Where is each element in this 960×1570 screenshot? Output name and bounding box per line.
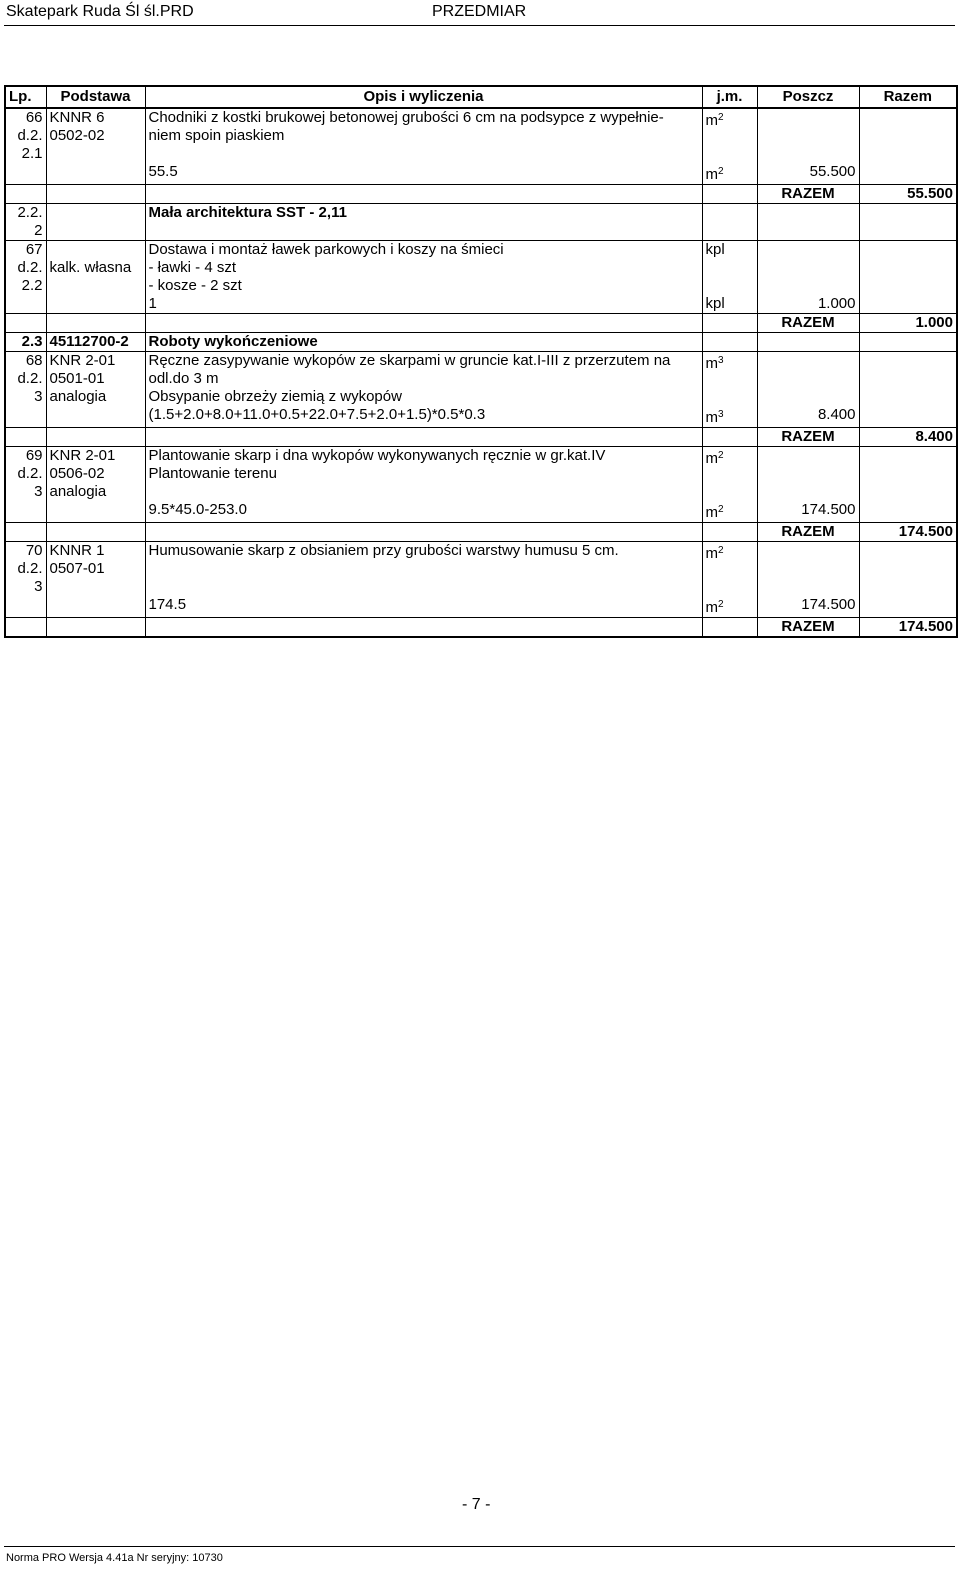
lp-cell [5, 295, 46, 314]
razem-cell [859, 501, 957, 523]
podstawa-cell [46, 523, 145, 542]
calc-row [5, 596, 957, 618]
razem-value: 1.000 [859, 314, 957, 333]
razem-label: RAZEM [757, 185, 859, 204]
opis-cell [145, 618, 702, 638]
jm-cell: $m^2$ [702, 542, 757, 597]
razem-cell [859, 542, 957, 597]
section-number: 2.3 [5, 333, 46, 352]
podstawa-cell [46, 163, 145, 185]
lp-cell: 66 d.2. 2.1 [5, 108, 46, 163]
calc-expression: 174.5 [145, 596, 702, 618]
razem-row [5, 185, 957, 204]
col-header-razem: Razem [859, 86, 957, 108]
table-row [5, 447, 957, 502]
calc-unit: kpl [702, 295, 757, 314]
header-rule [4, 25, 955, 26]
jm-cell: $m^2$ [702, 108, 757, 163]
section-row [5, 333, 957, 352]
calc-unit: $m^2$ [702, 596, 757, 618]
jm-cell [702, 333, 757, 352]
razem-row [5, 618, 957, 638]
podstawa-cell [46, 406, 145, 428]
opis-cell: Ręczne zasypywanie wykopów ze skarpami w gruncie kat.I-III z przerzutem na odl.do 3 m Obsypanie obrzeży ziemią z wykopów [145, 352, 702, 407]
podstawa-cell [46, 501, 145, 523]
podstawa-cell [46, 295, 145, 314]
calc-expression: 9.5*45.0-253.0 [145, 501, 702, 523]
poszcz-value: 8.400 [757, 406, 859, 428]
opis-cell [145, 185, 702, 204]
calc-expression: 1 [145, 295, 702, 314]
table-row [5, 108, 957, 163]
poszcz-cell [757, 447, 859, 502]
podstawa-cell: KNNR 1 0507-01 [46, 542, 145, 597]
lp-cell: 69 d.2. 3 [5, 447, 46, 502]
razem-cell [859, 596, 957, 618]
lp-cell [5, 618, 46, 638]
page-number: - 7 - [462, 1496, 491, 1513]
lp-cell: 70 d.2. 3 [5, 542, 46, 597]
poszcz-cell [757, 542, 859, 597]
table-header-row [5, 86, 957, 108]
razem-cell [859, 333, 957, 352]
poszcz-value: 174.500 [757, 596, 859, 618]
jm-cell [702, 523, 757, 542]
document-type: PRZEDMIAR [432, 3, 527, 20]
col-header-poszcz: Poszcz [757, 86, 859, 108]
opis-cell [145, 428, 702, 447]
table-row [5, 241, 957, 296]
poszcz-cell [757, 241, 859, 296]
footer-text: Norma PRO Wersja 4.41a Nr seryjny: 10730 [6, 1552, 223, 1564]
poszcz-cell [757, 333, 859, 352]
razem-label: RAZEM [757, 428, 859, 447]
jm-cell [702, 185, 757, 204]
razem-cell [859, 241, 957, 296]
opis-cell: Humusowanie skarp z obsianiem przy grubości warstwy humusu 5 cm. [145, 542, 702, 597]
jm-cell: $m^3$ [702, 352, 757, 407]
lp-cell [5, 596, 46, 618]
jm-cell [702, 618, 757, 638]
section-title: Mała architektura SST - 2,11 [145, 204, 702, 241]
col-header-podstawa: Podstawa [46, 86, 145, 108]
calc-row [5, 406, 957, 428]
calc-row [5, 295, 957, 314]
podstawa-cell [46, 314, 145, 333]
podstawa-cell [46, 428, 145, 447]
calc-expression: 55.5 [145, 163, 702, 185]
jm-cell [702, 314, 757, 333]
opis-cell [145, 314, 702, 333]
razem-value: 8.400 [859, 428, 957, 447]
razem-value: 174.500 [859, 618, 957, 638]
razem-row [5, 314, 957, 333]
table-row [5, 352, 957, 407]
lp-cell [5, 314, 46, 333]
lp-cell [5, 163, 46, 185]
lp-cell [5, 501, 46, 523]
poszcz-value: 55.500 [757, 163, 859, 185]
col-header-lp: Lp. [5, 86, 46, 108]
razem-cell [859, 295, 957, 314]
jm-cell: kpl [702, 241, 757, 296]
opis-cell: Dostawa i montaż ławek parkowych i koszy na śmieci - ławki - 4 szt - kosze - 2 szt [145, 241, 702, 296]
razem-value: 55.500 [859, 185, 957, 204]
podstawa-cell [46, 618, 145, 638]
poszcz-value: 1.000 [757, 295, 859, 314]
bill-of-quantities-table [4, 85, 958, 638]
razem-row [5, 523, 957, 542]
calc-row [5, 163, 957, 185]
document-title: Skatepark Ruda Śl śl.PRD [6, 3, 194, 20]
razem-value: 174.500 [859, 523, 957, 542]
lp-cell [5, 406, 46, 428]
calc-unit: $m^2$ [702, 163, 757, 185]
jm-cell: $m^2$ [702, 447, 757, 502]
podstawa-cell [46, 596, 145, 618]
opis-cell: Chodniki z kostki brukowej betonowej grubości 6 cm na podsypce z wypełnie- niem spoin piaskiem [145, 108, 702, 163]
lp-cell: 67 d.2. 2.2 [5, 241, 46, 296]
col-header-jm: j.m. [702, 86, 757, 108]
lp-cell [5, 428, 46, 447]
lp-cell: 68 d.2. 3 [5, 352, 46, 407]
poszcz-cell [757, 352, 859, 407]
razem-label: RAZEM [757, 618, 859, 638]
calc-expression: (1.5+2.0+8.0+11.0+0.5+22.0+7.5+2.0+1.5)*0.5*0.3 [145, 406, 702, 428]
lp-cell [5, 523, 46, 542]
jm-cell [702, 428, 757, 447]
podstawa-cell [46, 204, 145, 241]
section-code: 45112700-2 [46, 333, 145, 352]
table-row [5, 542, 957, 597]
razem-cell [859, 406, 957, 428]
razem-label: RAZEM [757, 314, 859, 333]
podstawa-cell: KNR 2-01 0501-01 analogia [46, 352, 145, 407]
lp-cell [5, 185, 46, 204]
razem-row [5, 428, 957, 447]
podstawa-cell [46, 185, 145, 204]
section-number: 2.2. 2 [5, 204, 46, 241]
jm-cell [702, 204, 757, 241]
opis-cell [145, 523, 702, 542]
poszcz-value: 174.500 [757, 501, 859, 523]
razem-cell [859, 352, 957, 407]
razem-cell [859, 108, 957, 163]
calc-row [5, 501, 957, 523]
section-title: Roboty wykończeniowe [145, 333, 702, 352]
podstawa-cell: KNNR 6 0502-02 [46, 108, 145, 163]
podstawa-cell: kalk. własna [46, 241, 145, 296]
razem-label: RAZEM [757, 523, 859, 542]
calc-unit: $m^3$ [702, 406, 757, 428]
podstawa-cell: KNR 2-01 0506-02 analogia [46, 447, 145, 502]
col-header-opis: Opis i wyliczenia [145, 86, 702, 108]
opis-cell: Plantowanie skarp i dna wykopów wykonywanych ręcznie w gr.kat.IV Plantowanie terenu [145, 447, 702, 502]
poszcz-cell [757, 204, 859, 241]
razem-cell [859, 447, 957, 502]
razem-cell [859, 204, 957, 241]
section-row [5, 204, 957, 241]
footer-rule [4, 1546, 955, 1547]
calc-unit: $m^2$ [702, 501, 757, 523]
poszcz-cell [757, 108, 859, 163]
razem-cell [859, 163, 957, 185]
